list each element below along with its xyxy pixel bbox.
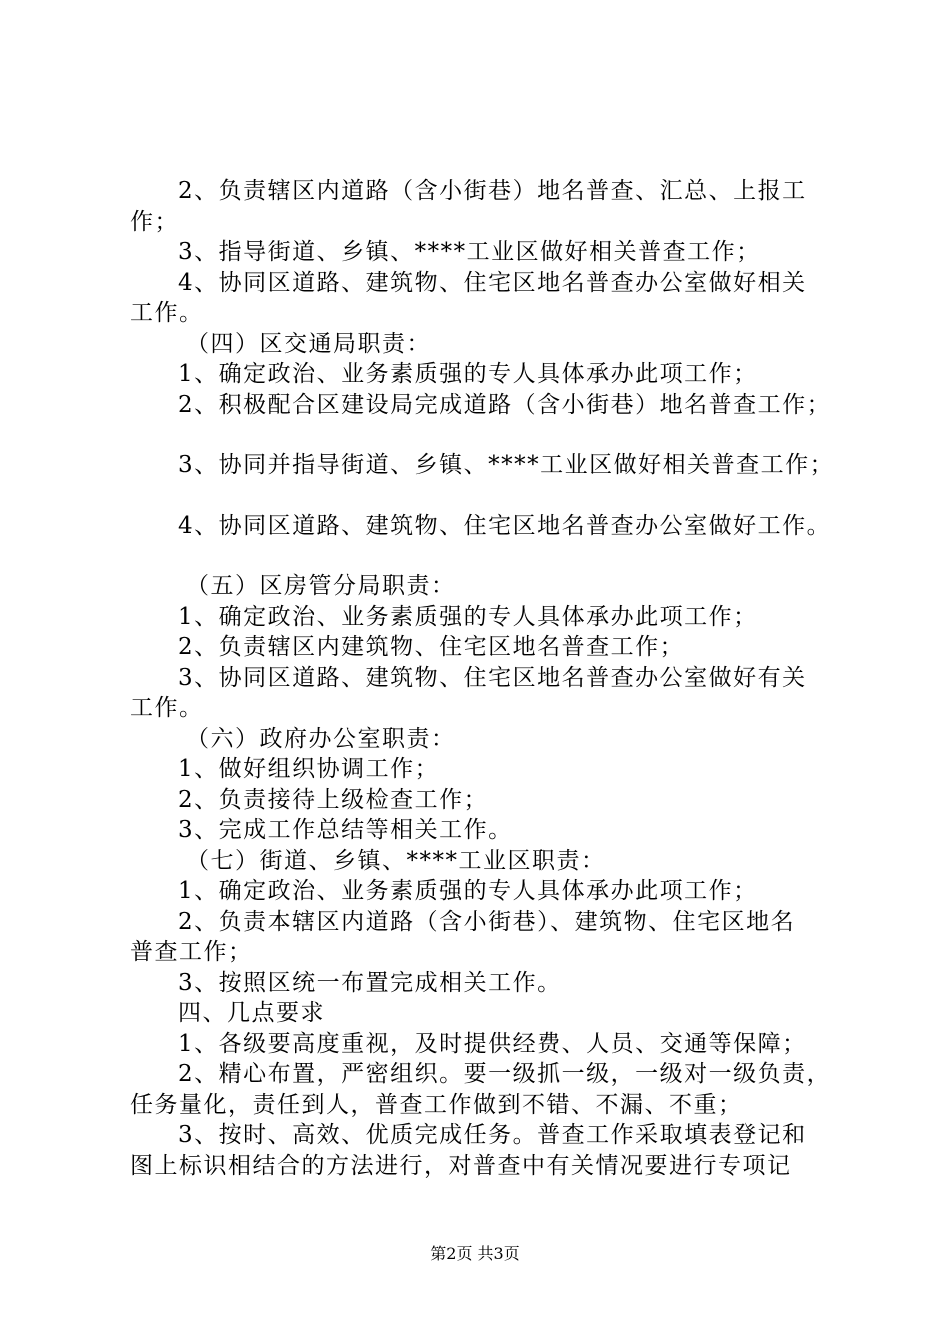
section-heading: （六）政府办公室职责：	[186, 725, 456, 752]
paragraph-line: 3、完成工作总结等相关工作。	[178, 817, 513, 843]
blank-line	[130, 481, 840, 511]
paragraph-line: 4、协同区道路、建筑物、住宅区地名普查办公室做好工作。	[178, 512, 832, 539]
paragraph-line: 2、负责辖区内道路（含小街巷）地名普查、汇总、上报工	[178, 178, 807, 204]
page-number-footer: 第2页 共3页	[430, 1244, 520, 1263]
paragraph-line: 工作。	[130, 695, 204, 721]
paragraph-line: 4、协同区道路、建筑物、住宅区地名普查办公室做好相关	[178, 269, 807, 296]
paragraph-line: 3、按时、高效、优质完成任务。普查工作采取填表登记和	[178, 1122, 807, 1148]
paragraph-line: 2、负责本辖区内道路（含小街巷）、建筑物、住宅区地名	[178, 908, 796, 935]
paragraph-line: 2、负责辖区内建筑物、住宅区地名普查工作；	[178, 634, 685, 660]
document-body	[130, 176, 840, 1181]
paragraph-line: 作；	[130, 208, 179, 235]
paragraph-line: 普查工作；	[130, 939, 253, 965]
paragraph-line: 1、确定政治、业务素质强的专人具体承办此项工作；	[178, 603, 758, 630]
paragraph-line: 3、按照区统一布置完成相关工作。	[178, 969, 562, 996]
paragraph-line: 2、负责接待上级检查工作；	[178, 786, 489, 813]
paragraph-line: 1、做好组织协调工作；	[178, 756, 440, 782]
section-heading: （五）区房管分局职责：	[186, 573, 456, 599]
paragraph-line: 3、协同区道路、建筑物、住宅区地名普查办公室做好有关	[178, 664, 807, 691]
section-heading: 四、几点要求	[178, 1000, 325, 1026]
paragraph-line: 工作。	[130, 300, 204, 326]
paragraph-line: 1、确定政治、业务素质强的专人具体承办此项工作；	[178, 361, 758, 387]
paragraph-line: 3、指导街道、乡镇、****工业区做好相关普查工作；	[178, 239, 761, 265]
paragraph-line: 1、各级要高度重视，及时提供经费、人员、交通等保障；	[178, 1030, 807, 1057]
paragraph-line: 任务量化，责任到人，普查工作做到不错、不漏、不重；	[130, 1091, 743, 1118]
paragraph-line: 2、积极配合区建设局完成道路（含小街巷）地名普查工作；	[178, 391, 832, 418]
paragraph-line: 3、协同并指导街道、乡镇、****工业区做好相关普查工作；	[178, 452, 835, 478]
paragraph-line: 1、确定政治、业务素质强的专人具体承办此项工作；	[178, 878, 758, 904]
blank-line	[130, 541, 840, 571]
paragraph-line: 图上标识相结合的方法进行，对普查中有关情况要进行专项记	[130, 1152, 792, 1179]
blank-line	[130, 420, 840, 450]
paragraph-line: 2、精心布置，严密组织。要一级抓一级，一级对一级负责，	[178, 1061, 832, 1087]
section-heading: （七）街道、乡镇、****工业区职责：	[186, 847, 606, 874]
section-heading: （四）区交通局职责：	[186, 330, 431, 357]
